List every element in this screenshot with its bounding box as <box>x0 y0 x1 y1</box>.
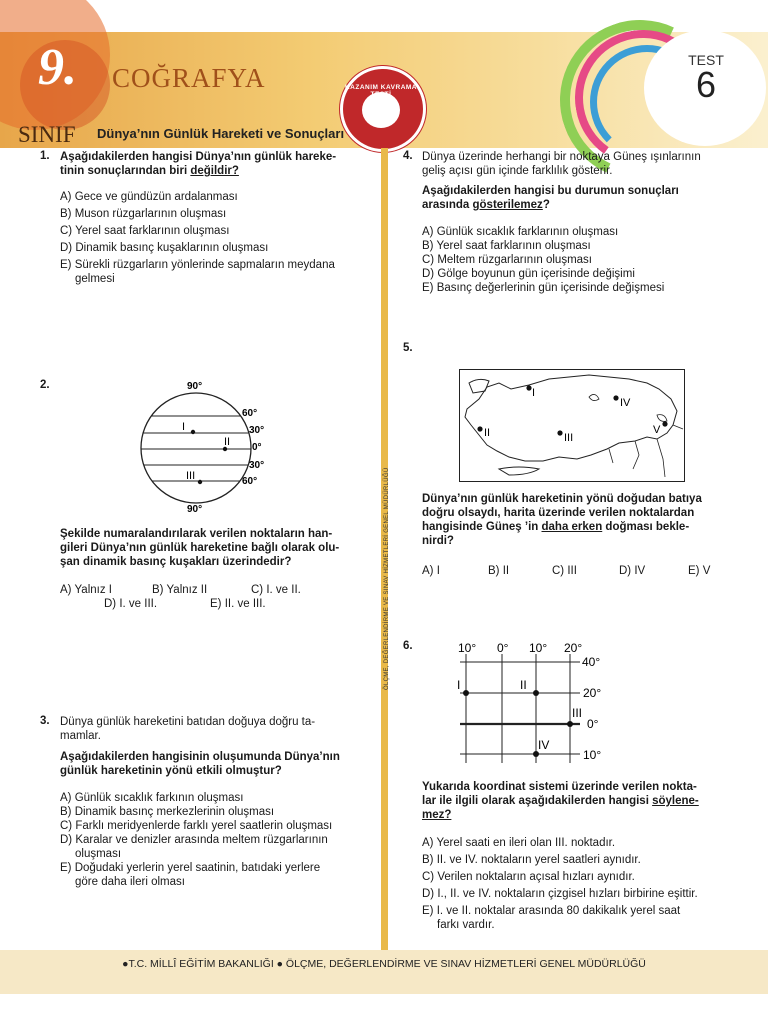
question-intro <box>60 715 375 743</box>
option-b[interactable]: B) Yalnız II <box>152 584 208 596</box>
option-a[interactable]: A) Yalnız I <box>60 584 112 596</box>
option-e-cont: göre daha ileri olması <box>75 876 185 888</box>
map-point-iii <box>557 430 562 435</box>
option-b[interactable]: B) II <box>488 565 510 577</box>
question-number: 3. <box>40 715 50 727</box>
stem-text: arasında <box>422 199 473 211</box>
stem-emphasis: söylene- <box>652 795 699 807</box>
option-a[interactable]: A) Gece ve gündüzün ardalanması <box>60 191 238 203</box>
option-b[interactable]: B) Dinamik basınç merkezlerinin oluşması <box>60 806 275 818</box>
stem-line: Şekilde numaralandırılarak verilen noktaların han- <box>60 528 333 540</box>
option-b[interactable]: B) Muson rüzgarlarının oluşması <box>60 208 227 220</box>
question-number: 2. <box>40 379 50 391</box>
map-point-ii <box>477 426 482 431</box>
option-c[interactable]: C) Yerel saat farklarının oluşması <box>60 225 230 237</box>
option-c[interactable]: C) Meltem rüzgarlarının oluşması <box>422 254 592 266</box>
lat-label: 20° <box>583 686 602 700</box>
option-d[interactable]: D) Karalar ve denizler arasında meltem rüzgarlarının <box>60 834 328 846</box>
map-label-iv: IV <box>620 397 631 409</box>
answer-options <box>60 791 380 889</box>
option-d-cont: oluşması <box>75 848 122 860</box>
answer-options <box>60 190 375 286</box>
option-e[interactable]: E) Doğudaki yerlerin yerel saatinin, batıdaki yerlere <box>60 862 321 874</box>
answer-options <box>422 836 762 932</box>
map-label-v: V <box>653 424 661 436</box>
point-iii <box>198 480 202 484</box>
label-60s: 60° <box>242 476 258 487</box>
option-a[interactable]: A) Günlük sıcaklık farklarının oluşması <box>422 226 619 238</box>
question-stem <box>60 527 375 569</box>
option-c[interactable]: C) I. ve II. <box>251 584 301 596</box>
stem-line: Aşağıdakilerden hangisi bu durumun sonuçları <box>422 185 679 197</box>
footer-text: ●T.C. MİLLÎ EĞİTİM BAKANLIĞI ● ÖLÇME, DEĞERLENDİRME VE SINAV HİZMETLERİ GENEL MÜDÜRLÜĞÜ <box>122 958 646 970</box>
question-intro <box>422 150 752 178</box>
lat-label: 0° <box>587 717 599 731</box>
grid-label-i: I <box>457 678 461 692</box>
lat-label: 40° <box>582 655 601 669</box>
topic-title: Dünya’nın Günlük Hareketi ve Sonuçları <box>97 126 345 141</box>
vertical-caption: ÖLÇME, DEĞERLENDİRME VE SINAV HİZMETLERİ GENEL MÜDÜRLÜĞÜ <box>384 467 390 690</box>
option-e[interactable]: E) II. ve III. <box>210 598 266 610</box>
grid-label-ii: II <box>520 678 527 692</box>
lon-label: 0° <box>497 641 509 655</box>
grid-point-iii <box>567 721 573 727</box>
question-number: 1. <box>40 150 50 162</box>
stem-line: Yukarıda koordinat sistemi üzerinde verilen nokta- <box>422 781 697 793</box>
question-number: 6. <box>403 640 413 652</box>
globe-diagram <box>128 376 278 516</box>
option-b[interactable]: B) II. ve IV. noktaların yerel saatleri aynıdır. <box>422 854 641 866</box>
stem-line: Dünya’nın günlük hareketinin yönü doğudan batıya <box>422 493 702 505</box>
option-e[interactable]: E) Sürekli rüzgarların yönlerinde sapmaların meydana <box>60 259 335 271</box>
label-30s: 30° <box>249 460 265 471</box>
question-stem <box>422 184 752 212</box>
test-number: 6 <box>695 64 717 105</box>
option-a[interactable]: A) Günlük sıcaklık farkının oluşması <box>60 792 244 804</box>
option-d[interactable]: D) Gölge boyunun gün içerisinde değişimi <box>422 268 635 280</box>
stem-line: şan dinamik basınç kuşakları üzerindedir? <box>60 556 292 568</box>
stem-text: ? <box>542 199 550 211</box>
turkey-map <box>459 369 685 482</box>
answer-options <box>422 225 752 295</box>
intro-line: geliş açısı gün içinde farklılık gösterir. <box>422 165 613 177</box>
grid-point-i <box>463 690 469 696</box>
stem-line <box>422 520 752 534</box>
label-point-ii: II <box>224 436 231 448</box>
stem-emphasis: daha erken <box>541 521 603 533</box>
option-e-cont: gelmesi <box>75 273 115 285</box>
stem-line: doğru olsaydı, harita üzerinde verilen noktalardan <box>422 507 695 519</box>
option-d[interactable]: D) I., II. ve IV. noktaların çizgisel hızları birbirine eşittir. <box>422 888 698 900</box>
intro-line: Dünya günlük hareketini batıdan doğuya doğru ta- <box>60 716 316 728</box>
label-point-iii: III <box>186 470 196 482</box>
stem-line <box>60 164 375 178</box>
map-point-i <box>526 385 531 390</box>
option-e-cont: farkı vardır. <box>437 919 495 931</box>
stem-text: doğması bekle- <box>602 521 690 533</box>
intro-line: mamlar. <box>60 730 101 742</box>
lat-label: 10° <box>583 748 602 762</box>
intro-line: Dünya üzerinde herhangi bir noktaya Güneş ışınlarının <box>422 151 701 163</box>
stem-text: lar ile ilgili olarak aşağıdakilerden hangisi <box>422 795 653 807</box>
option-e[interactable]: E) Basınç değerlerinin gün içerisinde değişmesi <box>422 282 665 294</box>
option-a[interactable]: A) Yerel saati en ileri olan III. noktadır. <box>422 837 616 849</box>
globe-outline <box>141 393 251 503</box>
question-stem <box>422 780 752 822</box>
option-a[interactable]: A) I <box>422 565 440 577</box>
stem-text: hangisinde Güneş ’in <box>422 521 542 533</box>
label-30n: 30° <box>249 425 265 436</box>
map-point-iv <box>613 395 618 400</box>
stem-line: günlük hareketinin yönü etkili olmuştur? <box>60 765 282 777</box>
label-point-i: I <box>182 421 186 433</box>
map-label-i: I <box>532 387 536 399</box>
stem-line <box>422 794 752 808</box>
option-d[interactable]: D) Dinamik basınç kuşaklarının oluşması <box>60 242 269 254</box>
stem-emphasis: değildir? <box>190 165 239 177</box>
grid-label-iii: III <box>572 706 583 720</box>
map-frame <box>460 370 685 482</box>
option-b[interactable]: B) Yerel saat farklarının oluşması <box>422 240 591 252</box>
grid-label-iv: IV <box>538 738 550 752</box>
map-label-iii: III <box>564 432 574 444</box>
map-label-ii: II <box>484 427 491 439</box>
option-c[interactable]: C) Verilen noktaların açısal hızları aynıdır. <box>422 871 635 883</box>
lon-label: 20° <box>564 641 583 655</box>
point-i <box>191 430 195 434</box>
label-90n: 90° <box>187 381 203 392</box>
grid-point-ii <box>533 690 539 696</box>
question-stem <box>60 150 375 178</box>
stem-emphasis: mez? <box>422 809 452 821</box>
option-c[interactable]: C) III <box>552 565 577 577</box>
stem-line <box>422 198 752 212</box>
map-point-v <box>662 421 667 426</box>
test-label: TEST <box>688 52 724 68</box>
option-d[interactable]: D) I. ve III. <box>104 598 158 610</box>
footer-band <box>0 950 768 994</box>
stem-emphasis: gösterilemez <box>472 199 543 211</box>
stem-text: tinin sonuçlarından biri <box>60 165 191 177</box>
stem-line: gileri Dünya’nın günlük hareketine bağlı olarak olu- <box>60 542 340 554</box>
grade-label: SINIF <box>18 122 76 147</box>
subject-title: COĞRAFYA <box>112 63 266 93</box>
stem-line: Aşağıdakilerden hangisinin oluşumunda Dünya’nın <box>60 751 340 763</box>
label-60n: 60° <box>242 408 258 419</box>
lon-label: 10° <box>458 641 477 655</box>
question-number: 4. <box>403 150 413 162</box>
seal-text: KAZANIM KAVRAMA TESTİ <box>344 84 417 98</box>
label-0: 0° <box>252 442 262 453</box>
label-90s: 90° <box>187 504 203 515</box>
stem-line: Aşağıdakilerden hangisi Dünya’nın günlük hareke- <box>60 151 337 163</box>
question-stem <box>422 492 752 548</box>
coordinate-grid <box>452 638 622 768</box>
option-d[interactable]: D) IV <box>619 565 646 577</box>
question-number: 5. <box>403 342 413 354</box>
question-stem <box>60 750 380 778</box>
grade-number: 9. <box>38 39 77 96</box>
stem-line: nirdi? <box>422 535 454 547</box>
option-e[interactable]: E) V <box>688 565 711 577</box>
lon-label: 10° <box>529 641 548 655</box>
option-c[interactable]: C) Farklı meridyenlerde farklı yerel saatlerin oluşması <box>60 820 333 832</box>
option-e[interactable]: E) I. ve II. noktalar arasında 80 dakikalık yerel saat <box>422 905 681 917</box>
